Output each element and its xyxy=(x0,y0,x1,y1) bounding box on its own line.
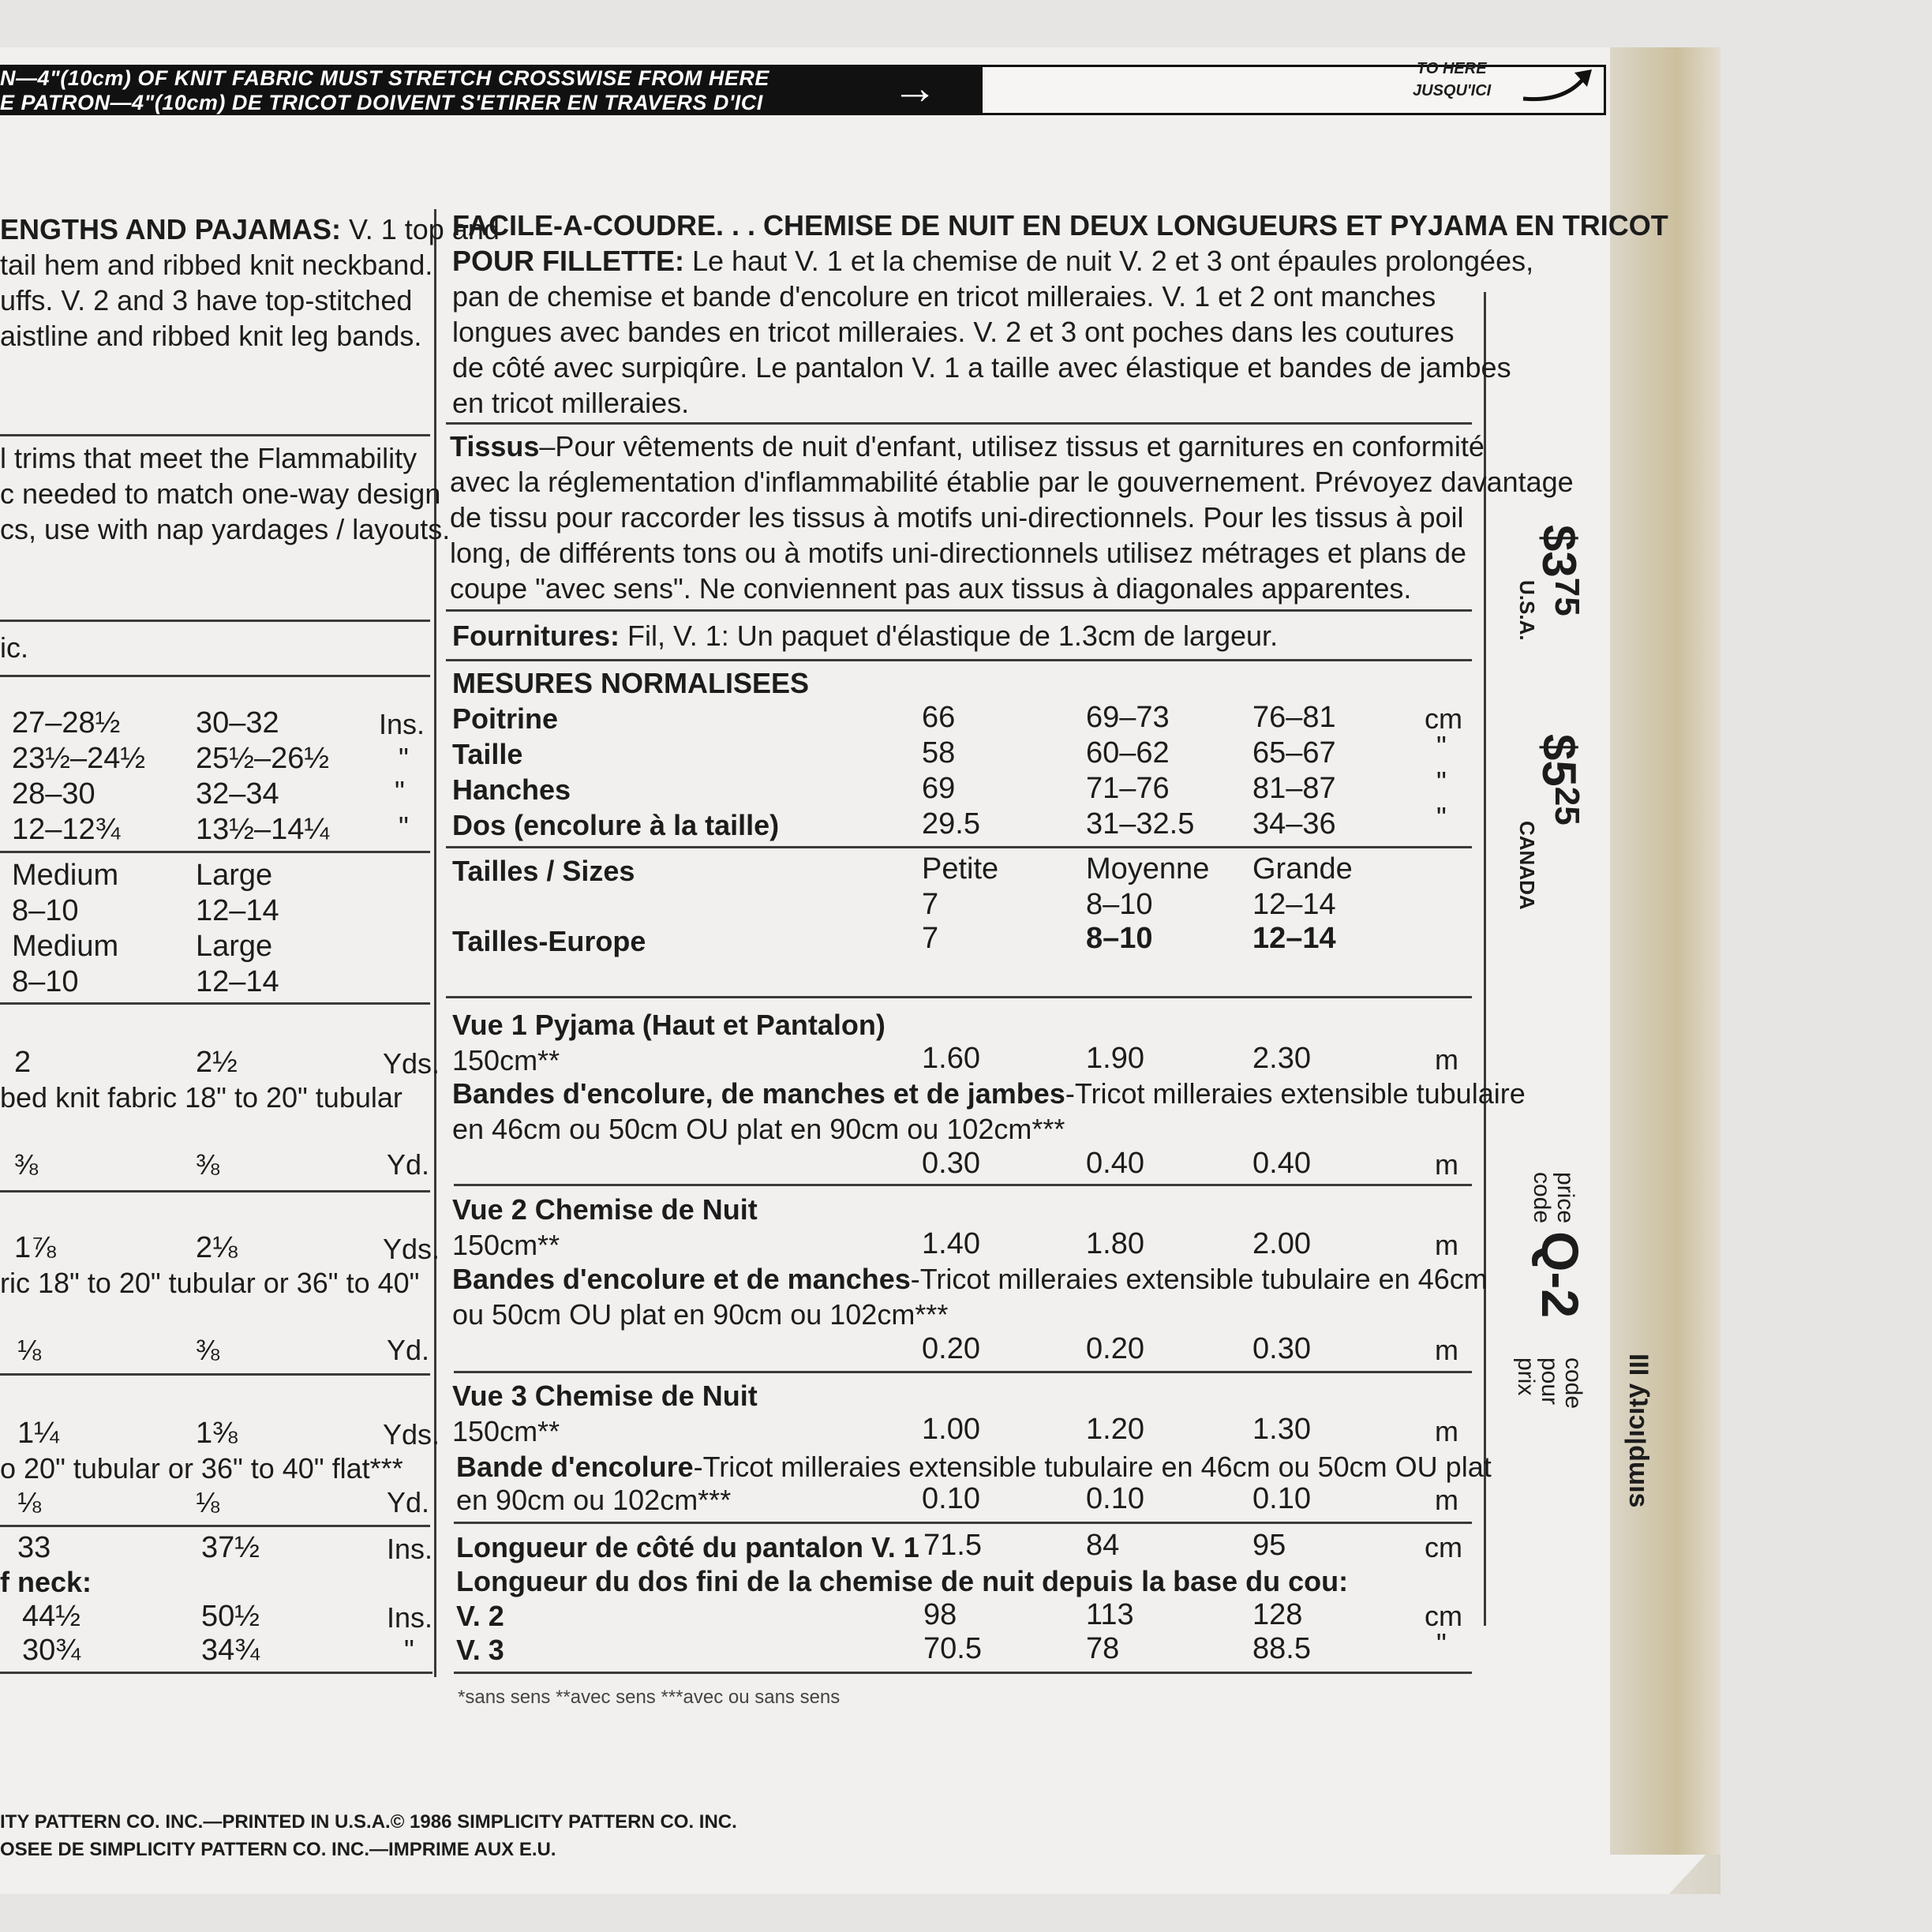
size-cell: 8–10 xyxy=(12,965,79,998)
divider xyxy=(0,620,430,622)
metrage: 0.10 xyxy=(922,1482,980,1515)
price-usa-label: U.S.A. xyxy=(1515,580,1539,641)
fournitures-line: Fournitures: Fil, V. 1: Un paquet d'élastique de 1.3cm de largeur. xyxy=(452,620,1279,652)
envelope-flap xyxy=(1610,47,1720,1855)
tissus-line: Tissus–Pour vêtements de nuit d'enfant, utilisez tissus et garnitures en conformité xyxy=(450,430,1485,462)
metrage: 0.40 xyxy=(1086,1147,1144,1180)
pant-length-unit: Ins. xyxy=(387,1533,433,1565)
pantalon-label: Longueur de côté du pantalon V. 1 xyxy=(456,1531,919,1563)
price-canada xyxy=(1532,734,1586,826)
mesure-petite: 58 xyxy=(922,736,956,769)
mesure-unit: " xyxy=(1436,801,1447,833)
french-title: FACILE-A-COUDRE. . . CHEMISE DE NUIT EN DEUX LONGUEURS ET PYJAMA EN TRICOT xyxy=(452,209,1668,242)
metrage: 0.20 xyxy=(922,1332,980,1365)
to-here-label: TO HERE xyxy=(1417,60,1487,77)
yardage-unit: Yds. xyxy=(383,1233,440,1265)
price-code: Q-2 xyxy=(1531,1231,1589,1319)
metrage: 0.10 xyxy=(1252,1482,1311,1515)
mesure-moyenne: 69–73 xyxy=(1086,701,1170,734)
price-can-cents: 25 xyxy=(1548,786,1586,826)
price-usa-cents: 75 xyxy=(1548,577,1586,616)
divider xyxy=(446,659,1472,661)
mesure-petite: 29.5 xyxy=(922,807,980,841)
back-length-unit: Ins. xyxy=(387,1601,433,1634)
taille-num: 12–14 xyxy=(1252,888,1336,921)
europe-size: 8–10 xyxy=(1086,922,1153,955)
french-desc-line: de côté avec surpiqûre. Le pantalon V. 1 a taille avec élastique et bandes de jambes xyxy=(452,351,1511,384)
metrage: 0.30 xyxy=(1252,1332,1311,1365)
yardage-note: ric 18" to 20" tubular or 36" to 40" xyxy=(0,1267,420,1299)
metrage-unit: m xyxy=(1435,1043,1458,1076)
mesure-petite: 66 xyxy=(922,701,956,734)
left-desc-line: uffs. V. 2 and 3 have top-stitched xyxy=(0,284,413,316)
yardage-unit: Yd. xyxy=(387,1334,430,1366)
yardage-cell: 2⅛ xyxy=(196,1231,238,1264)
divider xyxy=(0,851,430,853)
pant-length-cell: 33 xyxy=(17,1531,51,1564)
curved-arrow-icon xyxy=(1519,63,1606,110)
yardage-unit: Yd. xyxy=(387,1486,430,1518)
left-fabric-line: l trims that meet the Flammability xyxy=(0,442,417,474)
yardage-cell: 1¼ xyxy=(17,1417,59,1450)
metrage: 1.90 xyxy=(1086,1042,1144,1075)
banner-line-fr: E PATRON—4"(10cm) DE TRICOT DOIVENT S'ETIRER EN TRAVERS D'ICI xyxy=(0,91,763,114)
band-line: Bande d'encolure-Tricot milleraies extensible tubulaire en 46cm ou 50cm OU plat xyxy=(456,1451,1492,1483)
fabric-width: 150cm** xyxy=(452,1044,560,1076)
metrage: 1.80 xyxy=(1086,1227,1144,1260)
mesure-unit: " xyxy=(1436,766,1447,798)
yardage-cell: 2 xyxy=(14,1046,32,1079)
size-cell: Large xyxy=(196,859,273,892)
yardage-unit: Yd. xyxy=(387,1148,430,1181)
yardage-cell: 1⅜ xyxy=(196,1417,238,1450)
left-desc-line: tail hem and ribbed knit neckband. xyxy=(0,249,433,281)
mesure-label: Poitrine xyxy=(452,702,559,735)
left-desc-line: aistline and ribbed knit leg bands. xyxy=(0,320,422,352)
mesure-grande: 76–81 xyxy=(1252,701,1336,734)
tissus-line: avec la réglementation d'inflammabilité établie par le gouvernement. Prévoyez davantage xyxy=(450,466,1574,498)
metrage: 1.20 xyxy=(1086,1413,1144,1446)
price-code-label: price xyxy=(1552,1172,1578,1224)
taille-name: Grande xyxy=(1252,852,1353,886)
divider xyxy=(454,1672,1472,1674)
europe-label: Tailles-Europe xyxy=(452,925,646,957)
measure-cell: 30–32 xyxy=(196,706,279,739)
mesure-unit: cm xyxy=(1425,702,1462,735)
size-cell: 12–14 xyxy=(196,894,279,927)
mesure-grande: 34–36 xyxy=(1252,807,1336,841)
mesure-grande: 81–87 xyxy=(1252,772,1336,805)
french-desc-line: POUR FILLETTE: Le haut V. 1 et la chemise de nuit V. 2 et 3 ont épaules prolongées, xyxy=(452,245,1534,277)
price-code-fr: code xyxy=(1560,1357,1586,1410)
metrage: 0.40 xyxy=(1252,1147,1311,1180)
measure-cell: 25½–26½ xyxy=(196,742,330,775)
dos-length: 98 xyxy=(923,1598,957,1631)
measure-unit: " xyxy=(399,742,409,774)
divider xyxy=(0,1672,432,1674)
size-cell: 8–10 xyxy=(12,894,79,927)
vue2-title: Vue 2 Chemise de Nuit xyxy=(452,1193,758,1226)
vue1-title: Vue 1 Pyjama (Haut et Pantalon) xyxy=(452,1009,886,1041)
measure-unit: " xyxy=(395,775,405,807)
metrage: 1.60 xyxy=(922,1042,980,1075)
divider xyxy=(0,1525,430,1527)
band-line: en 90cm ou 102cm*** xyxy=(456,1484,732,1516)
metrage-unit: m xyxy=(1435,1148,1458,1181)
divider xyxy=(0,434,430,436)
left-fabric-line: c needed to match one-way design xyxy=(0,477,441,510)
mesure-petite: 69 xyxy=(922,772,956,805)
back-length-cell: 30¾ xyxy=(22,1634,80,1667)
band-line: Bandes d'encolure et de manches-Tricot milleraies extensible tubulaire en 46cm xyxy=(452,1263,1488,1295)
taille-num: 8–10 xyxy=(1086,888,1153,921)
divider xyxy=(446,846,1472,848)
vue3-title: Vue 3 Chemise de Nuit xyxy=(452,1380,758,1412)
metrage: 2.30 xyxy=(1252,1042,1311,1075)
yardage-cell: ⅜ xyxy=(196,1148,220,1181)
french-desc-line: pan de chemise et bande d'encolure en tricot milleraies. V. 1 et 2 ont manches xyxy=(452,280,1436,313)
stretch-guide-target xyxy=(983,65,1606,115)
mesure-label: Dos (encolure à la taille) xyxy=(452,809,780,841)
left-ic: ic. xyxy=(0,631,28,664)
price-can-dollars: $5 xyxy=(1533,734,1586,787)
divider xyxy=(454,1522,1472,1524)
divider xyxy=(454,1184,1472,1186)
price-usa-dollars: $3 xyxy=(1533,525,1586,578)
mesures-title: MESURES NORMALISEES xyxy=(452,667,810,699)
divider xyxy=(454,1371,1472,1373)
brand-edge-text: III ʎʇıɔıןdɯıs xyxy=(1623,1354,1653,1508)
band-line: ou 50cm OU plat en 90cm ou 102cm*** xyxy=(452,1298,949,1331)
divider xyxy=(0,1190,430,1193)
taille-num: 7 xyxy=(922,888,939,921)
measure-cell: 13½–14¼ xyxy=(196,813,330,846)
divider xyxy=(0,1373,430,1376)
back-length-cell: 34¾ xyxy=(201,1634,260,1667)
pantalon-unit: cm xyxy=(1425,1531,1462,1563)
price-can-label: CANADA xyxy=(1515,821,1539,910)
size-cell: Medium xyxy=(12,859,119,892)
neck-label: f neck: xyxy=(0,1566,92,1598)
metrage-unit: m xyxy=(1435,1484,1458,1516)
tissus-line: coupe "avec sens". Ne conviennent pas aux tissus à diagonales apparentes. xyxy=(450,572,1412,605)
jusqu-ici-label: JUSQU'ICI xyxy=(1413,82,1492,99)
pant-length-cell: 37½ xyxy=(201,1531,260,1564)
tissus-line: long, de différents tons ou à motifs uni-directionnels utilisez métrages et plans de xyxy=(450,537,1467,569)
size-cell: Large xyxy=(196,930,273,963)
metrage-unit: m xyxy=(1435,1415,1458,1447)
mesure-unit: " xyxy=(1436,730,1447,762)
measure-cell: 28–30 xyxy=(12,777,95,811)
measure-cell: 23½–24½ xyxy=(12,742,146,775)
back-length-cell: 44½ xyxy=(22,1600,80,1633)
dos-unit: cm xyxy=(1425,1600,1462,1632)
measure-unit: " xyxy=(399,811,409,843)
yardage-cell: 1⅞ xyxy=(14,1231,56,1264)
left-fabric-line: cs, use with nap yardages / layouts. xyxy=(0,513,451,545)
divider xyxy=(446,996,1472,998)
french-desc-line: en tricot milleraies. xyxy=(452,387,690,419)
mesure-grande: 65–67 xyxy=(1252,736,1336,769)
dos-row-label: V. 2 xyxy=(456,1600,504,1632)
price-code-label: code xyxy=(1529,1172,1555,1224)
europe-size: 12–14 xyxy=(1252,922,1336,955)
pantalon-length: 84 xyxy=(1086,1529,1120,1562)
yardage-cell: ⅛ xyxy=(196,1486,220,1518)
metrage: 1.00 xyxy=(922,1413,980,1446)
europe-size: 7 xyxy=(922,922,939,955)
yardage-cell: ⅜ xyxy=(196,1334,220,1366)
yardage-cell: 2½ xyxy=(196,1046,238,1079)
metrage: 2.00 xyxy=(1252,1227,1311,1260)
yardage-unit: Yds. xyxy=(383,1047,440,1080)
yardage-cell: ⅛ xyxy=(17,1334,42,1366)
metrage: 1.40 xyxy=(922,1227,980,1260)
dos-label: Longueur du dos fini de la chemise de nuit depuis la base du cou: xyxy=(456,1565,1349,1597)
left-desc-line: ENGTHS AND PAJAMAS: V. 1 top and xyxy=(0,213,500,245)
arrow-right-icon: → xyxy=(892,62,938,114)
copyright-line-en: ITY PATTERN CO. INC.—PRINTED IN U.S.A.© 1986 SIMPLICITY PATTERN CO. INC. xyxy=(0,1811,737,1833)
divider xyxy=(446,609,1472,612)
divider xyxy=(0,675,430,677)
back-length-unit: " xyxy=(404,1634,414,1666)
band-line: Bandes d'encolure, de manches et de jambes-Tricot milleraies extensible tubulaire xyxy=(452,1077,1526,1110)
yardage-cell: ⅛ xyxy=(17,1486,42,1518)
measure-cell: 12–12¾ xyxy=(12,813,121,846)
metrage: 0.20 xyxy=(1086,1332,1144,1365)
metrage: 0.10 xyxy=(1086,1482,1144,1515)
mesure-moyenne: 60–62 xyxy=(1086,736,1170,769)
dos-length: 78 xyxy=(1086,1632,1120,1665)
size-cell: Medium xyxy=(12,930,119,963)
band-line: en 46cm ou 50cm OU plat en 90cm ou 102cm*** xyxy=(452,1113,1065,1145)
column-divider-left xyxy=(434,209,436,1677)
yardage-cell: ⅜ xyxy=(14,1148,39,1181)
dos-length: 70.5 xyxy=(923,1632,982,1665)
mesure-moyenne: 31–32.5 xyxy=(1086,807,1195,841)
metrage-unit: m xyxy=(1435,1229,1458,1261)
tissus-line: de tissu pour raccorder les tissus à motifs uni-directionnels. Pour les tissus à poil xyxy=(450,501,1464,534)
dos-length: 128 xyxy=(1252,1598,1303,1631)
pantalon-length: 95 xyxy=(1252,1529,1286,1562)
metrage: 1.30 xyxy=(1252,1413,1311,1446)
mesure-label: Hanches xyxy=(452,773,571,806)
taille-name: Petite xyxy=(922,852,999,886)
fabric-width: 150cm** xyxy=(452,1229,560,1261)
measure-unit: Ins. xyxy=(379,708,425,740)
dos-unit: " xyxy=(1436,1627,1447,1660)
yardage-unit: Yds. xyxy=(383,1418,440,1451)
mesure-label: Taille xyxy=(452,738,523,770)
dos-length: 88.5 xyxy=(1252,1632,1311,1665)
divider xyxy=(0,1002,430,1005)
footnote: *sans sens **avec sens ***avec ou sans sens xyxy=(458,1687,841,1708)
dos-row-label: V. 3 xyxy=(456,1634,504,1666)
dos-length: 113 xyxy=(1086,1598,1134,1631)
price-code-fr: prix xyxy=(1513,1357,1539,1396)
divider xyxy=(446,422,1472,425)
metrage-unit: m xyxy=(1435,1334,1458,1366)
back-length-cell: 50½ xyxy=(201,1600,260,1633)
banner-line-en: N—4"(10cm) OF KNIT FABRIC MUST STRETCH CROSSWISE FROM HERE xyxy=(0,66,769,90)
yardage-note: o 20" tubular or 36" to 40" flat*** xyxy=(0,1452,403,1485)
taille-name: Moyenne xyxy=(1086,852,1210,886)
fabric-width: 150cm** xyxy=(452,1415,560,1447)
pantalon-length: 71.5 xyxy=(923,1529,982,1562)
measure-cell: 27–28½ xyxy=(12,706,121,739)
tailles-label: Tailles / Sizes xyxy=(452,855,635,887)
price-usa xyxy=(1532,525,1586,616)
metrage: 0.30 xyxy=(922,1147,980,1180)
yardage-note: bed knit fabric 18" to 20" tubular xyxy=(0,1081,402,1114)
size-cell: 12–14 xyxy=(196,965,279,998)
mesure-moyenne: 71–76 xyxy=(1086,772,1170,805)
french-desc-line: longues avec bandes en tricot milleraies. V. 2 et 3 ont poches dans les coutures xyxy=(452,316,1455,348)
copyright-line-fr: OSEE DE SIMPLICITY PATTERN CO. INC.—IMPRIME AUX E.U. xyxy=(0,1839,556,1860)
measure-cell: 32–34 xyxy=(196,777,279,811)
price-code-fr: pour xyxy=(1537,1357,1563,1406)
